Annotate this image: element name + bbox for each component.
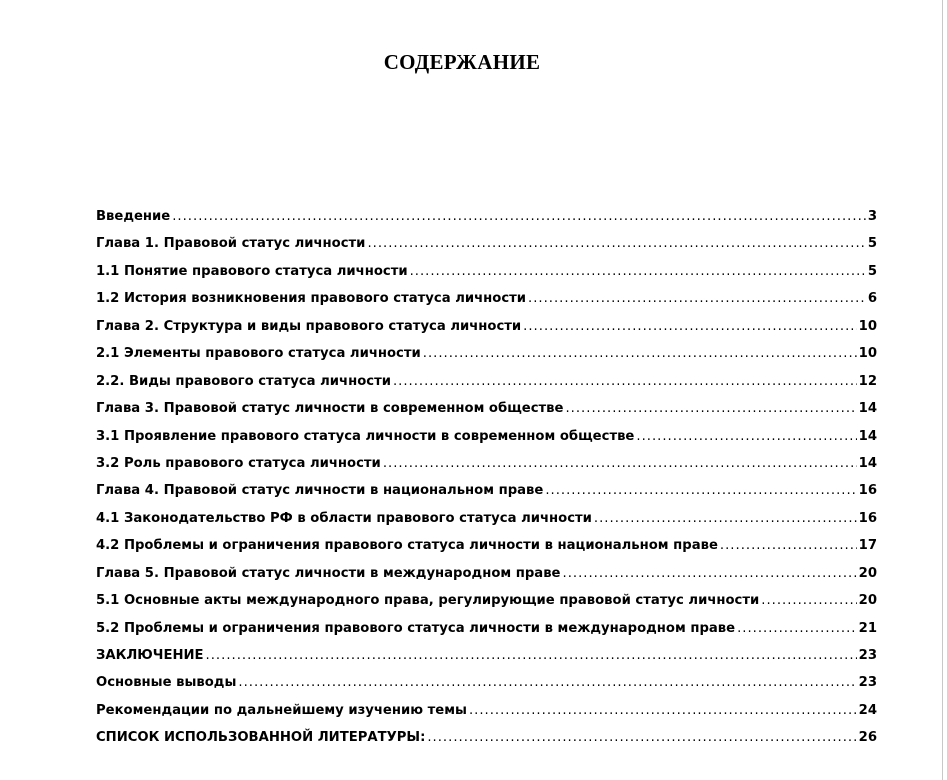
toc-entry-label: 1.1 Понятие правового статуса личности (96, 263, 408, 279)
toc-entry[interactable] (96, 317, 877, 344)
dot-leader (523, 317, 856, 337)
toc-entry-label: 3.2 Роль правового статуса личности (96, 455, 381, 471)
dot-leader (545, 481, 856, 501)
toc-entry[interactable] (96, 646, 877, 673)
toc-entry[interactable] (96, 701, 877, 728)
toc-entry-page: 20 (858, 565, 877, 581)
toc-entry-label: Введение (96, 209, 171, 224)
toc-entry[interactable] (96, 591, 877, 618)
page-edge (942, 0, 943, 780)
toc-entry[interactable] (96, 289, 877, 316)
toc-entry-page: 20 (858, 593, 877, 609)
toc-entry-label: Глава 1. Правовой статус личности (96, 236, 366, 252)
dot-leader (761, 591, 856, 611)
toc-entry-page: 14 (858, 455, 877, 471)
toc-entry-label: 1.2 История возникновения правового статуса личности (96, 291, 527, 307)
dot-leader (172, 207, 866, 227)
dot-leader (469, 701, 857, 721)
dot-leader (528, 289, 866, 309)
toc-entry-label: 2.2. Виды правового статуса личности (96, 373, 391, 389)
toc-entry[interactable] (96, 234, 877, 261)
toc-entry[interactable] (96, 536, 877, 563)
toc-entry-page: 16 (858, 483, 877, 499)
toc-entry-page: 5 (867, 236, 877, 252)
toc-entry-page: 6 (867, 291, 877, 307)
toc-entry-page: 24 (858, 702, 877, 718)
toc-entry[interactable] (96, 454, 877, 481)
toc-entry-page: 12 (858, 373, 877, 389)
dot-leader (563, 564, 857, 584)
table-of-contents (96, 207, 877, 756)
toc-entry[interactable] (96, 344, 877, 371)
toc-entry-label: 2.1 Элементы правового статуса личности (96, 346, 421, 362)
toc-entry[interactable] (96, 427, 877, 454)
dot-leader (238, 673, 856, 693)
toc-entry-label: СПИСОК ИСПОЛЬЗОВАННОЙ ЛИТЕРАТУРЫ: (96, 730, 426, 746)
dot-leader (383, 454, 857, 474)
toc-entry-page: 16 (858, 510, 877, 526)
toc-entry[interactable] (96, 509, 877, 536)
dot-leader (367, 234, 865, 254)
toc-entry-label: 4.1 Законодательство РФ в области правового статуса личности (96, 510, 592, 526)
toc-entry-page: 5 (867, 263, 877, 279)
toc-entry-page: 10 (858, 318, 877, 334)
toc-entry-label: 5.1 Основные акты международного права, регулирующие правовой статус личности (96, 593, 760, 609)
toc-entry-label: 5.2 Проблемы и ограничения правового статуса личности в международном праве (96, 620, 736, 636)
dot-leader (720, 536, 857, 556)
toc-entry-page: 17 (858, 538, 877, 554)
toc-entry-page: 26 (858, 730, 877, 746)
dot-leader (737, 619, 857, 639)
toc-entry[interactable] (96, 399, 877, 426)
toc-entry-label: 4.2 Проблемы и ограничения правового статуса личности в национальном праве (96, 538, 718, 554)
toc-entry-page: 23 (858, 648, 877, 663)
toc-entry[interactable] (96, 619, 877, 646)
toc-entry-page: 14 (858, 401, 877, 417)
toc-entry-page: 10 (858, 346, 877, 362)
toc-entry[interactable] (96, 262, 877, 289)
toc-entry[interactable] (96, 728, 877, 755)
dot-leader (410, 262, 866, 282)
toc-entry-page: 21 (858, 620, 877, 636)
dot-leader (423, 344, 857, 364)
toc-entry-label: Глава 5. Правовой статус личности в международном праве (96, 565, 561, 581)
toc-entry-label: Рекомендации по дальнейшему изучению темы (96, 702, 467, 718)
toc-entry-page: 23 (858, 675, 877, 691)
dot-leader (427, 728, 856, 748)
toc-entry-label: Основные выводы (96, 675, 237, 691)
toc-entry[interactable] (96, 564, 877, 591)
dot-leader (393, 372, 857, 392)
toc-entry-label: 3.1 Проявление правового статуса личности в современном обществе (96, 428, 635, 444)
dot-leader (206, 646, 857, 666)
toc-entry[interactable] (96, 481, 877, 508)
toc-entry-page: 14 (858, 428, 877, 444)
toc-entry[interactable] (96, 673, 877, 700)
toc-entry-page: 3 (867, 209, 877, 224)
toc-entry[interactable] (96, 372, 877, 399)
toc-entry-label: Глава 3. Правовой статус личности в современном обществе (96, 401, 564, 417)
toc-entry-label: Глава 4. Правовой статус личности в национальном праве (96, 483, 544, 499)
toc-entry-label: Глава 2. Структура и виды правового статуса личности (96, 318, 522, 334)
dot-leader (636, 427, 856, 447)
toc-entry-label: ЗАКЛЮЧЕНИЕ (96, 648, 204, 663)
toc-entry[interactable] (96, 207, 877, 234)
page-title: СОДЕРЖАНИЕ (383, 50, 541, 74)
dot-leader (565, 399, 856, 419)
dot-leader (594, 509, 857, 529)
